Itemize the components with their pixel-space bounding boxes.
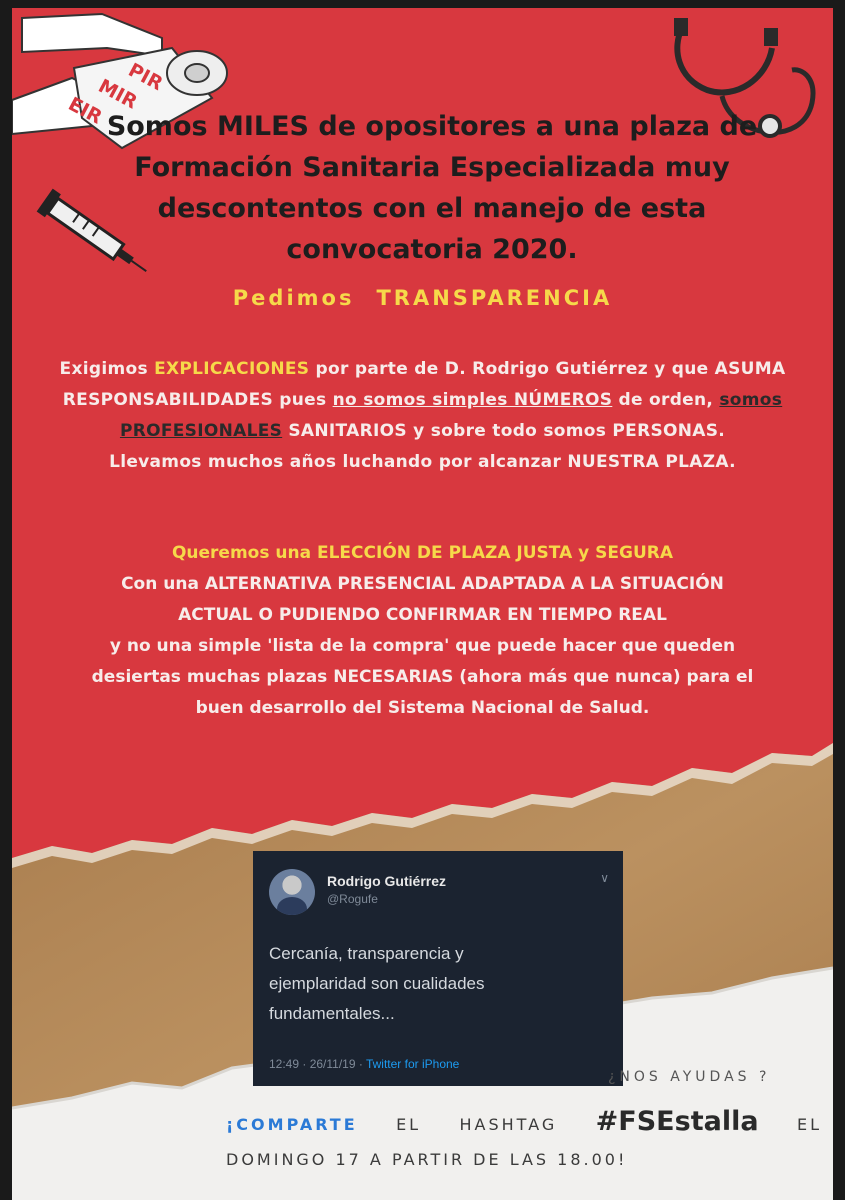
text-span: Exigimos (59, 359, 155, 379)
ayudas-text: ¿NOS AYUDAS ? (608, 1069, 771, 1085)
election-line: y no una simple 'lista de la compra' que puede hacer que queden (109, 636, 736, 656)
tweet-timestamp: 12:49 · 26/11/19 · (269, 1057, 366, 1071)
tweet-card (253, 851, 623, 1086)
poster (12, 8, 833, 1200)
tweet-text (269, 939, 599, 1029)
title-line: convocatoria 2020. (286, 234, 578, 265)
avatar (269, 869, 315, 915)
title-line: Formación Sanitaria Especializada muy (134, 152, 730, 183)
tweet-author-handle: @Rogufe (327, 892, 378, 906)
share-line (226, 1106, 822, 1140)
explicaciones-highlight: EXPLICACIONES (154, 359, 310, 379)
tweet-text-line: Cercanía, transparencia y (269, 944, 464, 963)
tweet-author-name: Rodrigo Gutiérrez (327, 873, 447, 889)
text-span: por parte de D. Rodrigo Gutiérrez y que ASUMA RESPONSABILIDADES pues (62, 359, 786, 410)
title-line: Somos MILES de opositores a una plaza de (106, 111, 758, 142)
text-span: SANITARIOS y sobre todo somos PERSONAS. (282, 421, 726, 441)
paper-label-pir: PIR (124, 58, 167, 96)
comparte-text: ¡COMPARTE (226, 1115, 358, 1134)
paper-label-mir: MIR (94, 74, 141, 114)
tweet-text-line: ejemplaridad son cualidades (269, 974, 485, 993)
pedimos-heading (12, 286, 833, 310)
title-line: descontentos con el manejo de esta (157, 193, 707, 224)
election-heading: Queremos una ELECCIÓN DE PLAZA JUSTA y SEGURA (171, 543, 674, 563)
numeros-underlined: no somos simples NÚMEROS (332, 390, 613, 410)
el-text: EL (396, 1115, 422, 1134)
election-line: Con una ALTERNATIVA PRESENCIAL ADAPTADA A LA SITUACIÓN (121, 574, 724, 594)
date-line: DOMINGO 17 A PARTIR DE LAS 18.00! (226, 1150, 628, 1169)
election-line: buen desarrollo del Sistema Nacional de Salud. (195, 698, 650, 718)
tweet-source: Twitter for iPhone (365, 1057, 460, 1071)
el-text: EL (796, 1115, 822, 1134)
text-span: Llevamos muchos años luchando por alcanzar NUESTRA PLAZA. (109, 452, 736, 472)
hashtag-word: HASHTAG (459, 1115, 558, 1134)
demands-paragraph (30, 354, 815, 478)
profesionales-underlined: somos PROFESIONALES (119, 390, 783, 441)
text-span: de orden, (612, 390, 720, 410)
hashtag-text: #FSEstalla (595, 1106, 759, 1137)
election-paragraph (30, 538, 815, 724)
transparencia-word: TRANSPARENCIA (376, 286, 613, 310)
paper-label-eir: EIR (64, 92, 106, 129)
page-title (82, 106, 782, 270)
election-line: ACTUAL O PUDIENDO CONFIRMAR EN TIEMPO REAL (178, 605, 667, 625)
tweet-meta (269, 1057, 459, 1071)
tweet-text-line: fundamentales... (269, 1004, 395, 1023)
pedimos-word: Pedimos (232, 286, 355, 310)
election-line: desiertas muchas plazas NECESARIAS (ahora más que nunca) para el (91, 667, 754, 687)
chevron-down-icon: ∨ (600, 871, 609, 885)
